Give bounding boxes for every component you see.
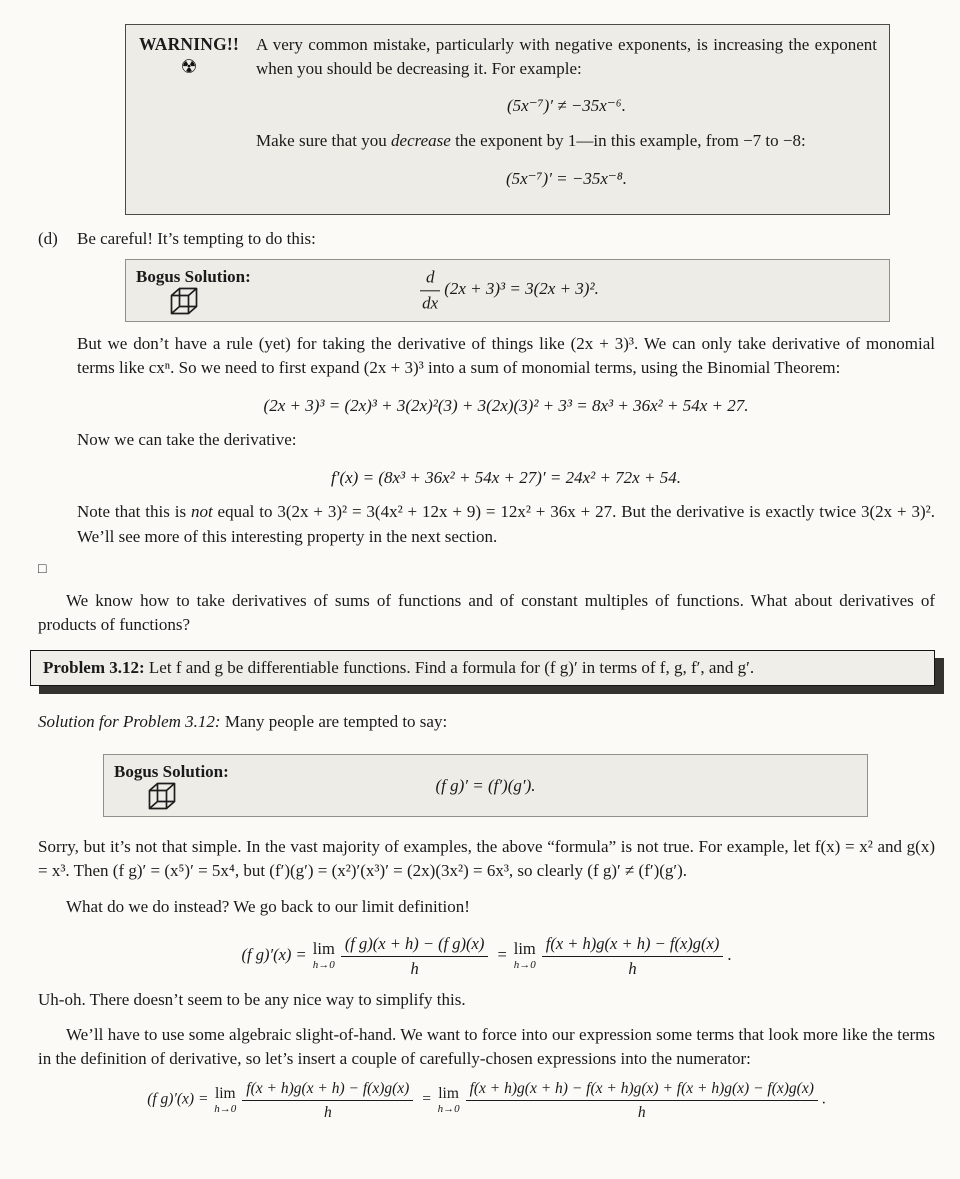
problem-box xyxy=(30,650,935,686)
warning-equation-1: (5x⁻⁷)′ ≠ −35x⁻⁶. xyxy=(507,96,626,116)
warning-box xyxy=(125,24,890,215)
item-d-text: Be careful! It’s tempting to do this: xyxy=(77,228,316,248)
bogus-solution-box-1 xyxy=(125,259,890,322)
problem-statement: Let f and g be differentiable functions. Find a formula for (f g)′ in terms of f, g, f′, and g′. xyxy=(148,657,755,677)
bogus-solution-box-2 xyxy=(103,754,868,817)
limit-operator: lim h→0 xyxy=(312,939,335,971)
warning-label-column xyxy=(134,32,244,202)
problem-number-label: Problem 3.12: xyxy=(43,657,145,677)
bogus-equation-2: (f g)′ = (f′)(g′). xyxy=(435,775,536,795)
inserted-terms-equation: (f g)′(x) = lim h→0 $\frac{f(x + h)g(x + h) - f(x)g(x)}{h}$ = lim h→0 $\frac{f(x + h)g(x + h) - f(x + h)g(x) + f(x + h)g(x) - f(x)g(x)}{h}$ . xyxy=(147,1080,826,1122)
bogus-solution-label: Bogus Solution: xyxy=(114,762,229,782)
limit-operator: lim h→0 xyxy=(437,1084,460,1115)
inserted-terms-fraction: $\frac{f(x + h)g(x + h) - f(x + h)g(x) + f(x + h)g(x) - f(x)g(x)}{h}$ xyxy=(466,1079,818,1121)
bogus-solution-label: Bogus Solution: xyxy=(136,266,251,286)
derivative-equation: f′(x) = (8x³ + 36x² + 54x + 27)′ = 24x² + 72x + 54. xyxy=(331,468,681,488)
paragraph-no-rule: But we don’t have a rule (yet) for taking the derivative of things like (2x + 3)³. We can only take derivative of monomial terms like cxⁿ. So we need to first expand (2x + 3)³ into a sum of monomial terms, using the Binomial Theorem: xyxy=(77,333,935,377)
solution-intro-line: Solution for Problem 3.12: Many people are tempted to say: xyxy=(38,712,448,731)
difference-quotient-fraction: $\frac{\text{(f g)(x + h) − (f g)(x)}}{h}$ xyxy=(341,934,489,978)
paragraph-sorry: Sorry, but it’s not that simple. In the vast majority of examples, the above “formula” is not true. For example, let f(x) = x² and g(x) = x³. Then (f g)′ = (x⁵)′ = 5x⁴, but (f′)(g′) = (x²)′(x³)′ = (2x)(3x²) = 6x³, so clearly (f g)′ ≠ (f′)(g′). xyxy=(38,837,935,881)
limit-operator: lim h→0 xyxy=(214,1084,237,1115)
paragraph-algebraic-trick: We’ll have to use some algebraic slight-of-hand. We want to force into our expression some terms that look more like the terms in the definition of derivative, so let’s insert a couple of carefully-chosen expressions into the numerator: xyxy=(38,1024,935,1069)
warning-paragraph-2: Make sure that you decrease the exponent by 1—in this example, from −7 to −8: xyxy=(256,131,806,151)
part-d-discussion xyxy=(77,332,935,549)
warning-equation-2: (5x⁻⁷)′ = −35x⁻⁸. xyxy=(505,168,628,188)
paragraph-what-instead: What do we do instead? We go back to our limit definition! xyxy=(66,897,470,917)
limit-operator: lim h→0 xyxy=(513,939,536,971)
limit-definition-equation: (f g)′(x) = lim h→0 $\frac{\text{(f g)(x + h) − (f g)(x)}}{h}$ = lim h→0 $\frac{f(x + h)g(x + h) - f(x)g(x)}{h}$ . xyxy=(241,933,732,978)
item-d-label: (d) xyxy=(38,228,58,248)
difference-quotient-fraction: $\frac{f(x + h)g(x + h) - f(x)g(x)}{h}$ xyxy=(542,934,724,978)
difference-quotient-fraction: $\frac{f(x + h)g(x + h) - f(x)g(x)}{h}$ xyxy=(242,1079,413,1121)
binomial-expansion-equation: (2x + 3)³ = (2x)³ + 3(2x)²(3) + 3(2x)(3)² + 3³ = 8x³ + 36x² + 54x + 27. xyxy=(263,396,749,415)
radiation-icon: ☢ xyxy=(180,56,198,78)
paragraph-we-know: We know how to take derivatives of sums of functions and of constant multiples of functions. What about derivatives of products of functions? xyxy=(38,590,935,634)
bogus-equation-1: $\frac{d}{dx}$ (2x + 3)³ = 3(2x + 3)². xyxy=(422,267,599,313)
paragraph-now-derivative: Now we can take the derivative: xyxy=(77,430,297,450)
paragraph-uh-oh: Uh-oh. There doesn’t seem to be any nice way to simplify this. xyxy=(38,989,466,1009)
d-dx-fraction: $\frac{d}{dx}$ xyxy=(422,267,439,313)
warning-body xyxy=(256,32,877,202)
warning-paragraph-1: A very common mistake, particularly with negative exponents, is increasing the exponent when you should be decreasing it. For example: xyxy=(256,35,877,79)
end-of-solution-marker: □ xyxy=(38,561,47,577)
warning-title: WARNING!! xyxy=(139,34,239,54)
paragraph-note: Note that this is not equal to 3(2x + 3)² = 3(4x² + 12x + 9) = 12x² + 36x + 27. But the derivative is exactly twice 3(2x + 3)². We’ll see more of this interesting property in the next section. xyxy=(77,502,935,546)
list-item-d xyxy=(38,227,935,251)
